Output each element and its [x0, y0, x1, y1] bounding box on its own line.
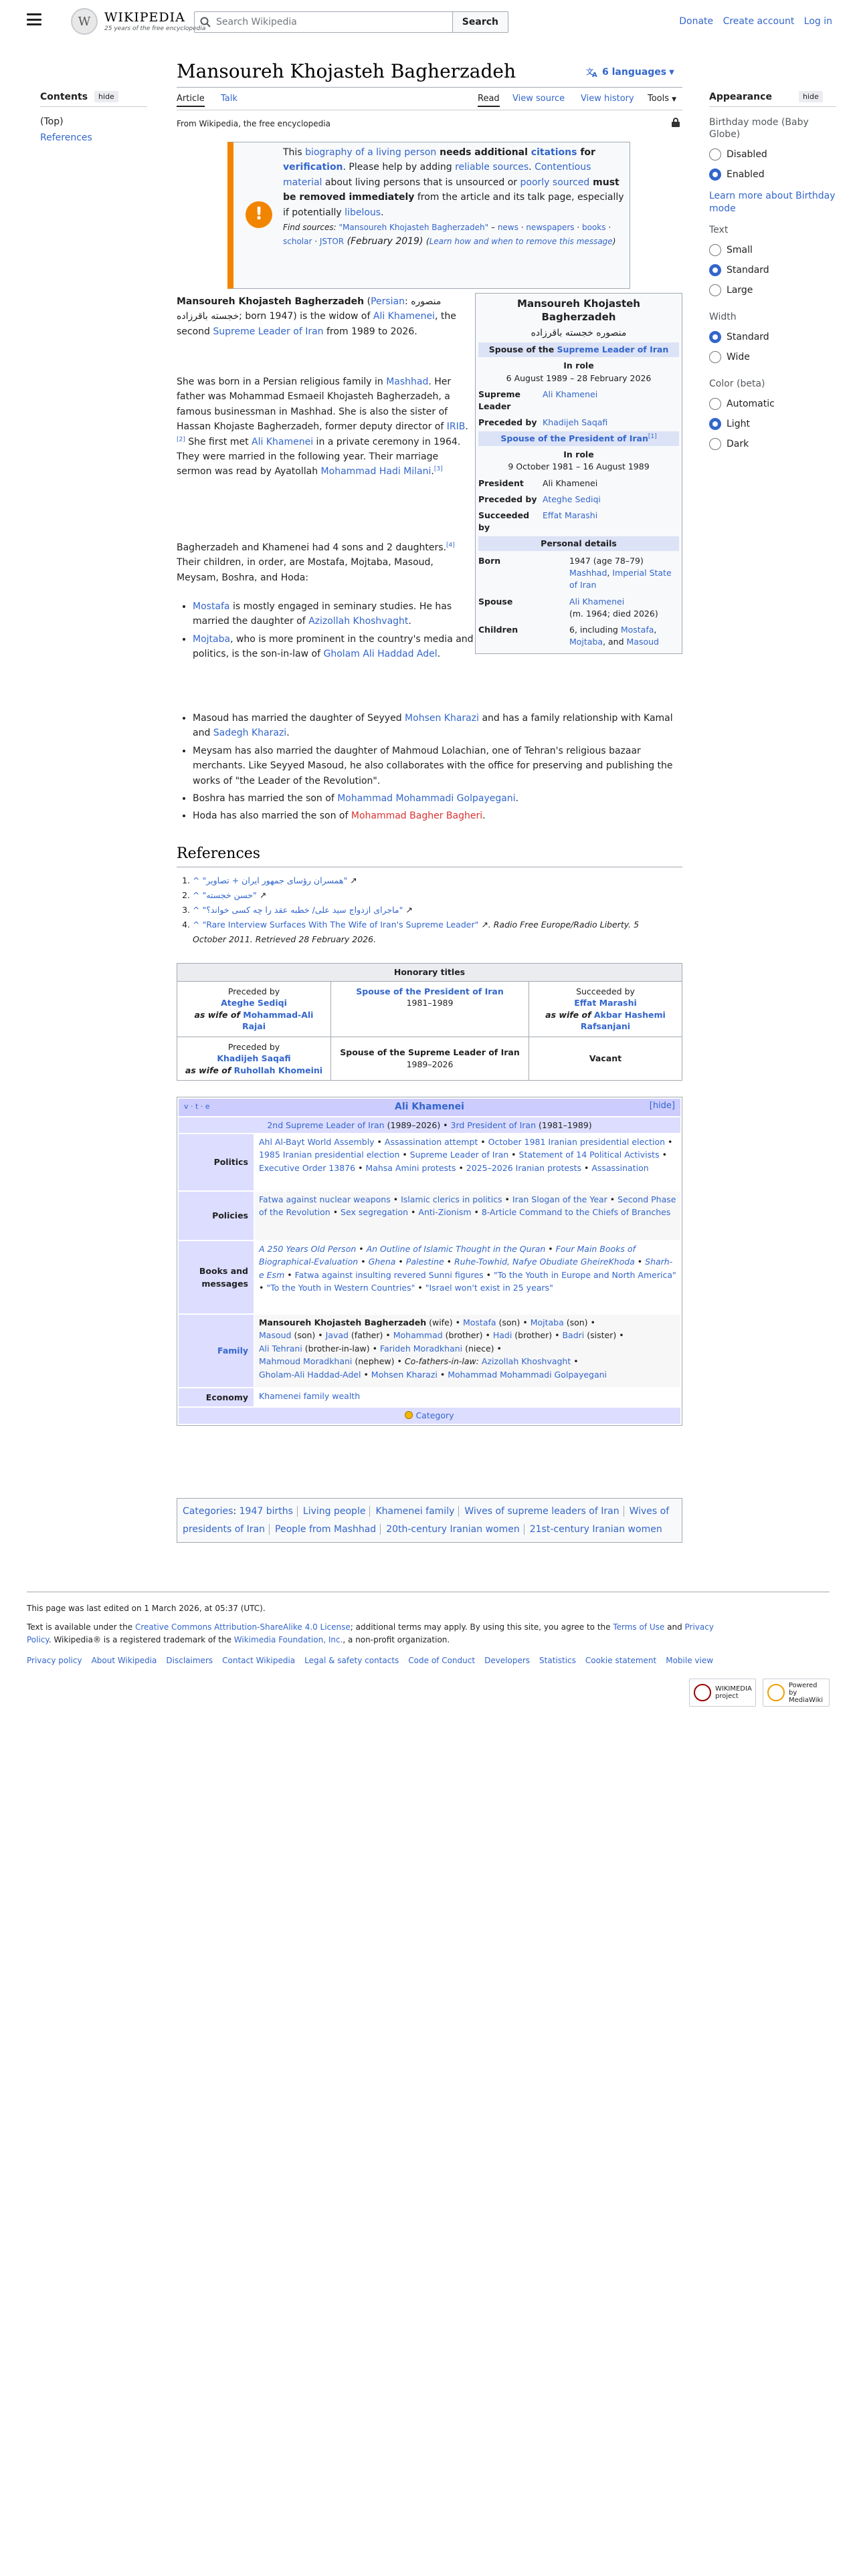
footer-link[interactable]: Legal & safety contacts — [304, 1656, 399, 1665]
citations-link[interactable]: citations — [531, 147, 577, 158]
paragraph-3: Bagherzadeh and Khamenei had 4 sons and 2 daughters.[4] Their children, in order, are Mostafa, Mojtaba, Masoud, Meysam, Boshra, and Hoda: — [177, 542, 455, 583]
nav-link[interactable]: Gholam-Ali Haddad-Adel — [259, 1369, 361, 1380]
learn-remove-link[interactable]: Learn how and when to remove this message — [429, 237, 613, 247]
child-link[interactable]: Mojtaba — [569, 636, 603, 647]
nav-link[interactable]: Sex segregation — [341, 1207, 409, 1218]
nav-link[interactable]: "To the Youth in Western Countries" — [266, 1283, 415, 1293]
footer-link[interactable]: Developers — [484, 1656, 531, 1665]
footer-link[interactable]: Contact Wikipedia — [222, 1656, 296, 1665]
main-menu-icon[interactable] — [27, 13, 41, 25]
references-list: 1. ^ "همسران رؤسای جمهور ایران + تصاویر" ↗ 2. ^ "حسن خجسته" ↗ 3. ^ "ماجرای ازدواج سید علی/ خطبه عقد را چه کسی خواند؟" ↗ 4. ^ "Rare Interview Surfaces With The Wife of Iran's Supreme Leader" ↗. Radio Free Europe/Radio Liberty. 5 October 2011. Retrieved 28 February 2026. — [193, 873, 674, 946]
navbox-group-family: Family — [179, 1315, 254, 1387]
personal-details-header: Personal details — [478, 536, 679, 551]
tab-view-source[interactable]: View source — [512, 94, 565, 104]
libelous-link[interactable]: libelous — [345, 207, 381, 218]
role-dates: 6 August 1989 – 28 February 2026 — [506, 372, 652, 383]
search-input[interactable] — [216, 13, 452, 31]
persian-link[interactable]: Persian — [371, 296, 405, 307]
logo-tagline: 25 years of the free encyclopedia — [104, 25, 206, 32]
birthday-disabled-radio[interactable]: Disabled — [709, 148, 836, 160]
honorary-title: Honorary titles — [177, 964, 682, 981]
ref-1[interactable]: [1] — [648, 433, 657, 441]
category-item[interactable]: Wives of presidents of Iran — [183, 1506, 670, 1535]
nav-link[interactable]: Badri — [562, 1330, 585, 1341]
president-link[interactable]: 3rd President of Iran — [450, 1119, 537, 1130]
citation-notice: ! This biography of a living person needs additional citations for verification. Please help by adding reliable sources. Contentious material about living persons that is unsourced or poorly sourced must be removed immediately from the article and its talk page, especially if potentially libelous. Find sources: "Mansoureh Khojasteh Bagherzadeh" – news · newspapers · books · scholar · JSTOR (February 2019) (Learn how and when to remove this message) — [227, 142, 630, 289]
milani-link[interactable]: Mohammad Hadi Milani — [320, 466, 432, 477]
children-list-b — [193, 711, 680, 827]
ali-khamenei-link[interactable]: Ali Khamenei — [373, 311, 435, 322]
nav-link[interactable]: Mohammad Mohammadi Golpayegani — [448, 1369, 607, 1380]
nav-link[interactable]: Hadi — [492, 1330, 512, 1341]
tab-read[interactable]: Read — [478, 94, 500, 107]
rafsanjani-link[interactable]: Akbar Hashemi Rafsanjani — [580, 1009, 666, 1031]
category-links: Categories: 1947 births Living people Khamenei family Wives of supreme leaders of Iran Wives of presidents of Iran People from Mashhad 20th-century Iranian women 21st-century Iranian women — [177, 1498, 682, 1543]
nav-link[interactable]: Assassination attempt — [384, 1137, 478, 1148]
preceded2-link[interactable]: Ateghe Sediqi — [543, 494, 601, 504]
navbox-group-books: Books and messages — [179, 1241, 254, 1313]
footer-link[interactable]: Disclaimers — [166, 1656, 213, 1665]
nav-link[interactable]: Farideh Moradkhani — [379, 1343, 463, 1354]
navbox-group-economy: Economy — [179, 1388, 254, 1406]
navbox: v · t · e Ali Khamenei [hide] 2nd Supreme Leader of Iran (1989–2026) • 3rd President of Iran (1981–1989) Politics Ahl Al-Bayt World Assembly • Assassination attempt • October 1981 Iranian presidential election • 1985 Iranian presidential election • Supreme Leader of Iran • Statement of 14 Political Activists • Executive Order 13876 • Mahsa Amini protests • 2025–2026 Iranian protests • Assassination Policies Fatwa against nuclear weapons • Islamic clerics in politics • Iran Slogan of the Year • Second Phase of the Revolution • Sex segregation • Anti-Zionism • 8-Article Command to the Chiefs of Branches Books and messages A 250 Years Old Person • An Outline of Islamic Thought in the Quran • Four Main Books of Biographical-Evaluation • Ghena • Palestine • Ruhe-Towhid, Nafye Obudiate GheireKhoda • Sharh-e Esm • Fatwa against insulting revered Sunni figures • "To the Youth in Europe and North America" • "To the Youth in Western Countries" • "Israel won't exist in 25 years" Family Mansoureh Khojasteh Bagherzadeh (wife) • Mostafa (son) • Mojtaba (son) • Masoud (son) • Javad (father) • Mohammad (brother) • Hadi (brother) • Badri (sister) • Ali Tehrani (brother-in-law) • Farideh Moradkhani (niece) • Mahmoud Moradkhani (nephew) • Co-fathers-in-law: Azizollah Khoshvaght • Gholam-Ali Haddad-Adel • Mohsen Kharazi • Mohammad Mohammadi Golpayegani Economy Khamenei family wealth Category — [177, 1097, 682, 1426]
kharazi-link[interactable]: Mohsen Kharazi — [405, 713, 480, 724]
terms-link[interactable]: Terms of Use — [613, 1622, 665, 1632]
svg-text:A: A — [592, 72, 597, 78]
list-item: • Meysam has also married the daughter of Mahmoud Lolachian, one of Tehran's religious bazaar merchants. Like Seyyed Masoud, he also collaborates with the office for preserving and publishing the works of "the Leader of the Revolution". — [193, 744, 680, 788]
children-list-a — [193, 599, 474, 665]
ali-khamenei-link[interactable]: Ali Khamenei — [252, 436, 314, 447]
lead-paragraph: Mansoureh Khojasteh Bagherzadeh (Persian: منصوره خجسته باقرزاده; born 1947) is the widow of Ali Khamenei, the second Supreme Leader of Iran from 1989 to 2026. — [177, 296, 456, 337]
supreme-leader-link[interactable]: 2nd Supreme Leader of Iran — [267, 1119, 385, 1130]
logo-wordmark: WIKIPEDIA — [104, 9, 185, 25]
nav-link[interactable]: Azizollah Khoshvaght — [481, 1356, 571, 1367]
nav-link[interactable]: 8-Article Command to the Chiefs of Branches — [481, 1207, 671, 1218]
nav-link[interactable]: Palestine — [405, 1257, 444, 1267]
imperial-state-link[interactable]: Imperial State of Iran — [569, 568, 672, 591]
reliable-sources-link[interactable]: reliable sources — [455, 162, 529, 173]
category-item[interactable]: 1947 births — [239, 1506, 293, 1517]
footer-link[interactable]: About Wikipedia — [91, 1656, 157, 1665]
ref-4[interactable]: [4] — [446, 542, 455, 549]
preceded-link[interactable]: Khadijeh Saqafi — [543, 417, 608, 427]
tab-article[interactable]: Article — [177, 94, 205, 107]
footer-link[interactable]: Privacy policy — [27, 1656, 82, 1665]
tools-menu[interactable]: Tools ▼ — [648, 94, 677, 104]
contentious-link[interactable]: Contentious material — [283, 162, 591, 188]
spouse-link[interactable]: Ali Khamenei — [569, 596, 625, 607]
chevron-down-icon: ▼ — [669, 68, 674, 76]
ref-2[interactable]: [2] — [177, 435, 185, 443]
text-small-radio[interactable]: Small — [709, 244, 836, 256]
category-item[interactable]: People from Mashhad — [275, 1523, 377, 1535]
child-link[interactable]: Masoud — [626, 636, 659, 647]
create-account-link[interactable]: Create account — [723, 16, 795, 27]
color-light-radio[interactable]: Light — [709, 418, 836, 430]
category-item[interactable]: Wives of supreme leaders of Iran — [464, 1506, 619, 1517]
find-newspapers[interactable]: newspapers — [526, 222, 575, 232]
appearance-hide-button[interactable]: hide — [799, 91, 823, 102]
tab-view-history[interactable]: View history — [581, 94, 634, 104]
footer-link[interactable]: Mobile view — [666, 1656, 714, 1665]
footer-link[interactable]: Cookie statement — [585, 1656, 657, 1665]
nav-link[interactable]: Fatwa against nuclear weapons — [259, 1194, 391, 1205]
reference-link[interactable]: ^ "حسن خجسته" — [193, 889, 257, 900]
nav-link[interactable]: 1985 Iranian presidential election — [259, 1150, 400, 1160]
table-of-contents — [40, 91, 147, 143]
toc-item-top[interactable]: (Top) — [40, 116, 64, 127]
footer-badges — [682, 1679, 830, 1707]
category-item[interactable]: Living people — [302, 1506, 366, 1517]
find-jstor[interactable]: JSTOR — [319, 237, 345, 247]
infobox-title: Mansoureh Khojasteh Bagherzadeh — [517, 298, 640, 323]
footer-link[interactable]: Code of Conduct — [408, 1656, 476, 1665]
width-wide-radio[interactable]: Wide — [709, 351, 836, 363]
wmf-link[interactable]: Wikimedia Foundation, Inc. — [233, 1635, 343, 1645]
privacy-link[interactable]: Privacy Policy — [27, 1622, 714, 1645]
color-label: Color (beta) — [709, 379, 765, 390]
mediawiki-badge[interactable]: Powered by MediaWiki — [763, 1679, 830, 1707]
nav-link[interactable]: Anti-Zionism — [418, 1207, 472, 1218]
references-heading: References — [177, 845, 261, 862]
wikipedia-logo[interactable] — [71, 8, 205, 35]
category-item[interactable]: 20th-century Iranian women — [386, 1523, 520, 1535]
learn-birthday-link[interactable]: Learn more about Birthday mode — [709, 191, 836, 214]
text-large-radio[interactable]: Large — [709, 284, 836, 296]
verification-link[interactable]: verification — [283, 162, 343, 173]
nav-link[interactable]: Mohammad — [393, 1330, 443, 1341]
child-link[interactable]: Mostafa — [620, 624, 654, 635]
nav-link[interactable]: An Outline of Islamic Thought in the Quran — [366, 1244, 546, 1255]
in-role-label: In role — [563, 360, 594, 371]
nav-link[interactable]: Assassination — [591, 1162, 649, 1173]
nav-link[interactable]: Statement of 14 Political Activists — [518, 1150, 660, 1160]
ref-3[interactable]: [3] — [434, 465, 443, 473]
appearance-panel — [709, 91, 836, 450]
nav-link[interactable]: Ali Tehrani — [259, 1343, 302, 1354]
president-spouse-link[interactable]: Spouse of the President of Iran — [356, 986, 504, 996]
paragraph-2: She was born in a Persian religious family in Mashhad. Her father was Mohammad Esmaeil Khojasteh Bagherzadeh, a famous businessman in Mashhad. She is also the sister of Hassan Khojaste Bagherzadeh, former deputy director of IRIB.[2] She first met Ali Khamenei in a private ceremony in 1964. They were married in the following year. Their marriage sermon was read by Ayatollah Mohammad Hadi Milani.[3] — [177, 377, 468, 477]
haddad-adel-link[interactable]: Gholam Ali Haddad Adel — [323, 649, 438, 660]
reference-link[interactable]: ^ "ماجرای ازدواج سید علی/ خطبه عقد را چه کسی خواند؟" — [193, 904, 403, 915]
list-item: • Masoud has married the daughter of Seyyed Mohsen Kharazi and has a family relationship with Kamal and Sadegh Kharazi. — [193, 711, 680, 741]
mediawiki-icon — [767, 1684, 785, 1701]
search-icon — [195, 12, 216, 32]
nav-link[interactable]: Mahsa Amini protests — [365, 1162, 456, 1173]
bagheri-link[interactable]: Mohammad Bagher Bagheri — [351, 811, 483, 822]
lock-icon[interactable] — [672, 118, 680, 127]
category-item[interactable]: Khamenei family — [375, 1506, 455, 1517]
khomeini-link[interactable]: Ruhollah Khomeini — [233, 1065, 323, 1075]
category-link[interactable]: Category — [415, 1410, 454, 1421]
nav-link[interactable]: Second Phase of the Revolution — [259, 1194, 676, 1218]
books-list: A 250 Years Old Person • An Outline of Islamic Thought in the Quran • Four Main Books of Biographical-Evaluation • Ghena • Palestine • Ruhe-Towhid, Nafye Obudiate GheireKhoda • Sharh-e Esm • Fatwa against insulting revered Sunni figures • "To the Youth in Europe and North America" • "To the Youth in Western Countries" • "Israel won't exist in 25 years" — [259, 1244, 676, 1293]
last-edited: This page was last edited on 1 March 2026, at 05:37 (UTC). — [27, 1604, 266, 1613]
nav-link[interactable]: Mahmoud Moradkhani — [259, 1356, 353, 1367]
nav-link[interactable]: Mostafa — [462, 1317, 496, 1328]
find-sources: Find sources: "Mansoureh Khojasteh Bagherzadeh" – news · newspapers · books · scholar · JSTOR (February 2019) (Learn how and when to remove this message) — [283, 222, 616, 247]
width-label: Width — [709, 311, 737, 322]
personal-tools — [672, 16, 832, 27]
infobox-section-supreme: Spouse of the Supreme Leader of Iran — [478, 342, 679, 357]
mostafa-link[interactable]: Mostafa — [193, 601, 230, 612]
supreme-leader-link[interactable]: Supreme Leader of Iran — [213, 326, 324, 337]
list-item: • Boshra has married the son of Mohammad Mohammadi Golpayegani. — [193, 791, 680, 806]
infobox: Mansoureh Khojasteh Bagherzadeh منصوره خجسته باقرزاده Spouse of the Supreme Leader of Iran In role 6 August 1989 – 28 February 2026 Supreme Leader Ali Khamenei Preceded by Khadijeh Saqafi Spouse of the President of Iran[1] In role 9 October 1981 – 16 August 1989 President Ali Khamenei Preceded by Ateghe Sediqi Succeeded by Effat Marashi Personal details Born 1947 (age 78–79) Mashhad, Imperial State of Iran Spouse Ali Khamenei (m. 1964; died 2026) Children 6, including Mostafa, Mojtaba, and Masoud — [475, 293, 682, 654]
language-button[interactable] — [586, 67, 674, 78]
mashhad-link[interactable]: Mashhad — [569, 568, 607, 578]
footer-links — [27, 1654, 830, 1667]
reference-link[interactable]: ^ "Rare Interview Surfaces With The Wife of Iran's Supreme Leader" — [193, 919, 479, 930]
honorary-titles: Honorary titles Preceded by Ateghe Sediqi as wife of Mohammad-Ali Rajai Spouse of the President of Iran 1981–1989 Succeeded by Effat Marashi as wife of Akbar Hashemi Rafsanjani Preceded by Khadijeh Saqafi as wife of Ruhollah Khomeini Spouse of the Supreme Leader of Iran 1989–2026 Vacant — [177, 963, 682, 1081]
chevron-down-icon: ▼ — [672, 96, 677, 103]
warning-icon: ! — [246, 201, 272, 228]
categories-label[interactable]: Categories — [183, 1506, 233, 1517]
effat-link[interactable]: Effat Marashi — [574, 998, 637, 1008]
navbox-hide-button[interactable]: [hide] — [649, 1101, 675, 1111]
text-size-label: Text — [709, 224, 729, 235]
nav-link[interactable]: Ahl Al-Bayt World Assembly — [259, 1137, 375, 1148]
mojtaba-link[interactable]: Mojtaba — [193, 633, 231, 645]
nav-link[interactable]: Mohsen Kharazi — [371, 1369, 438, 1380]
succeeded-link[interactable]: Effat Marashi — [543, 510, 598, 520]
find-sources-query[interactable]: "Mansoureh Khojasteh Bagherzadeh" — [339, 222, 489, 232]
page-title: Mansoureh Khojasteh Bagherzadeh — [177, 60, 516, 82]
nav-link[interactable]: Supreme Leader of Iran — [409, 1150, 509, 1160]
saqafi-link[interactable]: Khadijeh Saqafi — [217, 1053, 291, 1063]
search-button[interactable]: Search — [452, 11, 508, 33]
globe-icon: W — [71, 8, 98, 35]
search-box — [194, 11, 508, 33]
category-icon — [405, 1411, 413, 1419]
nav-link[interactable]: Khamenei family wealth — [259, 1391, 361, 1402]
list-item: • Hoda has also married the son of Mohammad Bagher Bagheri. — [193, 809, 680, 823]
nav-link[interactable]: Four Main Books of Biographical-Evaluation — [259, 1244, 636, 1267]
nav-link[interactable]: Executive Order 13876 — [259, 1162, 356, 1173]
page-tabs — [177, 94, 682, 110]
nav-link[interactable]: "Israel won't exist in 25 years" — [425, 1283, 553, 1293]
navbox-title[interactable]: Ali Khamenei — [395, 1101, 464, 1112]
president-spouse-link[interactable]: Spouse of the President of Iran — [500, 433, 648, 444]
login-link[interactable]: Log in — [803, 16, 832, 27]
infobox-native-name: منصوره خجسته باقرزاده — [531, 328, 627, 338]
find-books[interactable]: books — [582, 222, 606, 232]
tagline: From Wikipedia, the free encyclopedia — [177, 119, 330, 128]
vte-links[interactable]: v · t · e — [184, 1102, 210, 1111]
svg-text:文: 文 — [586, 68, 593, 76]
find-news[interactable]: news — [497, 222, 518, 232]
text-standard-radio[interactable]: Standard — [709, 264, 836, 276]
nav-link[interactable]: Fatwa against insulting revered Sunni figures — [294, 1269, 484, 1280]
leader-link[interactable]: Ali Khamenei — [543, 389, 598, 399]
wikimedia-icon — [694, 1684, 711, 1701]
color-automatic-radio[interactable]: Automatic — [709, 398, 836, 410]
site-header — [0, 0, 859, 43]
nav-link[interactable]: Ruhe-Towhid, Nafye Obudiate GheireKhoda — [454, 1257, 635, 1267]
nav-link[interactable]: October 1981 Iranian presidential election — [488, 1137, 666, 1148]
poorly-sourced-link[interactable]: poorly sourced — [520, 177, 590, 188]
color-dark-radio[interactable]: Dark — [709, 438, 836, 450]
rajai-link[interactable]: Mohammad-Ali Rajai — [242, 1009, 314, 1031]
ateghe-link[interactable]: Ateghe Sediqi — [221, 998, 287, 1008]
nav-link[interactable]: Mojtaba — [530, 1317, 564, 1328]
politics-list: Ahl Al-Bayt World Assembly • Assassination attempt • October 1981 Iranian presidential election • 1985 Iranian presidential election • Supreme Leader of Iran • Statement of 14 Political Activists • Executive Order 13876 • Mahsa Amini protests • 2025–2026 Iranian protests • Assassination — [259, 1137, 673, 1173]
navbox-group-policies: Policies — [179, 1192, 254, 1240]
birthday-enabled-radio[interactable]: Enabled — [709, 169, 836, 181]
nav-link[interactable]: 2025–2026 Iranian protests — [466, 1162, 582, 1173]
sadegh-kharazi-link[interactable]: Sadegh Kharazi — [213, 728, 287, 739]
navbox-group-politics: Politics — [179, 1134, 254, 1190]
family-list: Mansoureh Khojasteh Bagherzadeh (wife) • Mostafa (son) • Mojtaba (son) • Masoud (son) • Javad (father) • Mohammad (brother) • Hadi (brother) • Badri (sister) • Ali Tehrani (brother-in-law) • Farideh Moradkhani (niece) • Mahmoud Moradkhani (nephew) • Co-fathers-in-law: Azizollah Khoshvaght • Gholam-Ali Haddad-Adel • Mohsen Kharazi • Mohammad Mohammadi Golpayegani — [255, 1315, 680, 1387]
khoshvaght-link[interactable]: Azizollah Khoshvaght — [308, 616, 409, 627]
reference-link[interactable]: ^ "همسران رؤسای جمهور ایران + تصاویر" — [193, 875, 348, 885]
width-standard-radio[interactable]: Standard — [709, 331, 836, 343]
appearance-title: Appearance — [709, 91, 772, 102]
nav-link[interactable]: Iran Slogan of the Year — [512, 1194, 607, 1205]
mashhad-link[interactable]: Mashhad — [386, 377, 429, 387]
nav-link[interactable]: Javad — [325, 1330, 349, 1341]
toc-hide-button[interactable]: hide — [94, 91, 118, 102]
donate-link[interactable]: Donate — [679, 16, 714, 27]
list-item: • Mostafa is mostly engaged in seminary studies. He has married the daughter of Azizollah Khoshvaght. — [193, 599, 474, 629]
birthday-mode-label: Birthday mode (Baby Globe) — [709, 117, 809, 140]
category-item[interactable]: 21st-century Iranian women — [529, 1523, 662, 1535]
list-item: • Mojtaba, who is more prominent in the country's media and politics, is the son-in-law of Gholam Ali Haddad Adel. — [193, 632, 474, 662]
irib-link[interactable]: IRIB — [446, 421, 466, 433]
nav-link[interactable]: Masoud — [259, 1330, 292, 1341]
policies-list: Fatwa against nuclear weapons • Islamic clerics in politics • Iran Slogan of the Year • Second Phase of the Revolution • Sex segregation • Anti-Zionism • 8-Article Command to the Chiefs of Branches — [255, 1192, 680, 1240]
nav-link[interactable]: Ghena — [368, 1257, 396, 1267]
toc-title: Contents — [40, 91, 88, 102]
tab-talk[interactable]: Talk — [221, 94, 237, 104]
license-link[interactable]: Creative Commons Attribution-ShareAlike 4.0 License — [134, 1622, 351, 1632]
nav-link[interactable]: A 250 Years Old Person — [259, 1244, 357, 1255]
toc-item-references[interactable]: References — [40, 132, 92, 143]
blp-link[interactable]: biography of a living person — [305, 147, 437, 158]
language-icon — [586, 67, 598, 78]
golpayegani-link[interactable]: Mohammad Mohammadi Golpayegani — [337, 792, 516, 804]
nav-link[interactable]: Islamic clerics in politics — [401, 1194, 502, 1205]
nav-link[interactable]: "To the Youth in Europe and North America" — [493, 1269, 676, 1280]
nav-link[interactable]: Sharh-e Esm — [259, 1257, 673, 1280]
footer-link[interactable]: Statistics — [539, 1656, 576, 1665]
supreme-leader-link[interactable]: Supreme Leader of Iran — [557, 344, 669, 355]
find-scholar[interactable]: scholar — [283, 237, 312, 247]
wikimedia-badge[interactable]: WIKIMEDIA project — [689, 1679, 756, 1707]
license-text: Text is available under the Creative Commons Attribution-ShareAlike 4.0 License; additional terms may apply. By using this site, you agree to the Terms of Use and Privacy Policy. Wikipedia® is a registered trademark of the Wikimedia Foundation, Inc., a non-profit organization. — [27, 1622, 714, 1645]
language-count: 6 languages — [602, 67, 667, 78]
